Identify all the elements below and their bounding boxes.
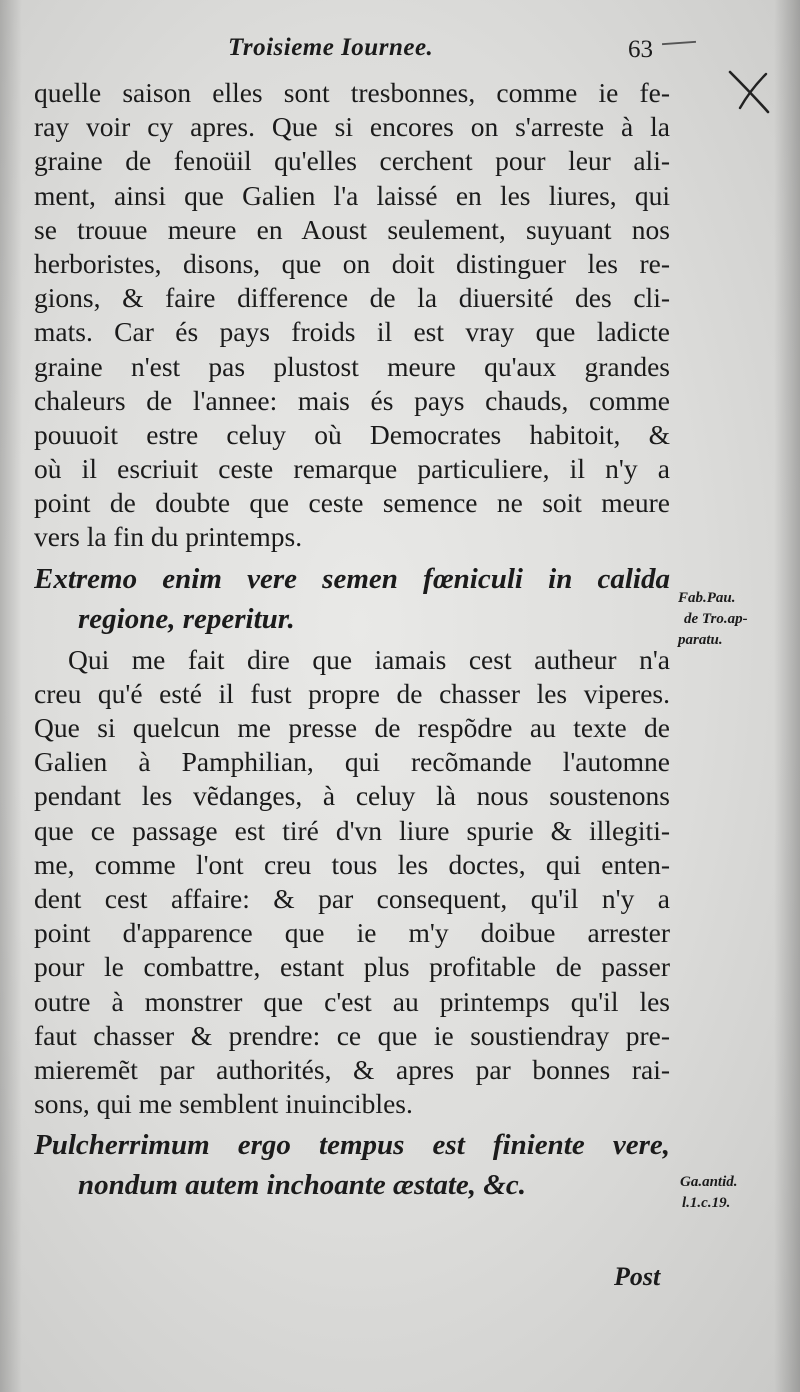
text-line: pouuoit estre celuy où Democrates habitoit, & [34, 418, 670, 450]
margin-note-line: de Tro.ap- [684, 611, 748, 627]
page-number: 63 [628, 36, 653, 63]
text-line: outre à monstrer que c'est au printemps qu'il les [34, 985, 670, 1017]
text-line: graine de fenoüil qu'elles cerchent pour leur ali- [34, 145, 670, 177]
text-line: où il escriuit ceste remarque particuliere, il n'y a [34, 453, 670, 485]
text-line: dent cest affaire: & par consequent, qu'il n'y a [34, 882, 670, 914]
running-title: Troisieme Iournee. [228, 34, 434, 61]
folio-rule [662, 41, 696, 45]
text-line: herboristes, disons, que on doit distinguer les re- [34, 247, 670, 279]
text-line: chaleurs de l'annee: mais és pays chauds, comme [34, 384, 670, 416]
main-text [34, 76, 670, 1205]
latin-quote-line: Extremo enim vere semen fœniculi in calida [34, 562, 670, 595]
text-line: creu qu'é esté il fust propre de chasser les viperes. [34, 677, 670, 709]
margin-note-ga-antid [680, 1172, 738, 1214]
catchword: Post [614, 1262, 661, 1291]
margin-note-line: l.1.c.19. [682, 1195, 731, 1211]
text-line: pendant les vẽdanges, à celuy là nous soustenons [34, 780, 670, 812]
text-line: quelle saison elles sont tresbonnes, comme ie fe- [34, 77, 670, 108]
text-line: pour le combattre, estant plus profitable de passer [34, 951, 670, 983]
text-line: point de doubte que ceste semence ne soit meure [34, 487, 670, 519]
text-line: Galien à Pamphilian, qui recõmande l'automne [34, 746, 670, 778]
text-line: vers la fin du printemps. [34, 521, 303, 553]
margin-note-line: Fab.Pau. [678, 590, 736, 606]
latin-quote-line: Pulcherrimum ergo tempus est finiente vere, [34, 1129, 670, 1162]
handwritten-cross-mark [726, 68, 772, 118]
text-line: ray voir cy apres. Que si encores on s'arreste à la [34, 111, 670, 143]
text-line: gions, & faire difference de la diuersité des cli- [34, 282, 670, 314]
text-line: mieremẽt par authorités, & apres par bonnes rai- [34, 1053, 670, 1085]
text-line: graine n'est pas plustost meure qu'aux grandes [34, 350, 670, 382]
text-line: mats. Car és pays froids il est vray que ladicte [34, 316, 670, 348]
text-line: que ce passage est tiré d'vn liure spurie & illegiti- [34, 814, 670, 846]
latin-quote-line: nondum autem inchoante æstate, &c. [78, 1169, 526, 1202]
text-line: Qui me fait dire que iamais cest autheur n'a [68, 643, 670, 675]
text-line: faut chasser & prendre: ce que ie soustiendray pre- [34, 1019, 670, 1051]
margin-note-line: Ga.antid. [680, 1174, 738, 1190]
text-line: se trouue meure en Aoust seulement, suyuant nos [34, 213, 670, 245]
margin-note-fab-pau [678, 588, 748, 651]
text-line: Que si quelcun me presse de respõdre au texte de [34, 712, 670, 743]
text-line: ment, ainsi que Galien l'a laissé en les liures, qui [34, 179, 670, 211]
text-line: me, comme l'ont creu tous les doctes, qui enten- [34, 848, 670, 880]
text-line: point d'apparence que ie m'y doibue arrester [34, 917, 670, 949]
latin-quote-line: regione, reperitur. [78, 602, 295, 635]
margin-note-line: paratu. [678, 632, 723, 648]
text-line: sons, qui me semblent inuincibles. [34, 1088, 413, 1120]
